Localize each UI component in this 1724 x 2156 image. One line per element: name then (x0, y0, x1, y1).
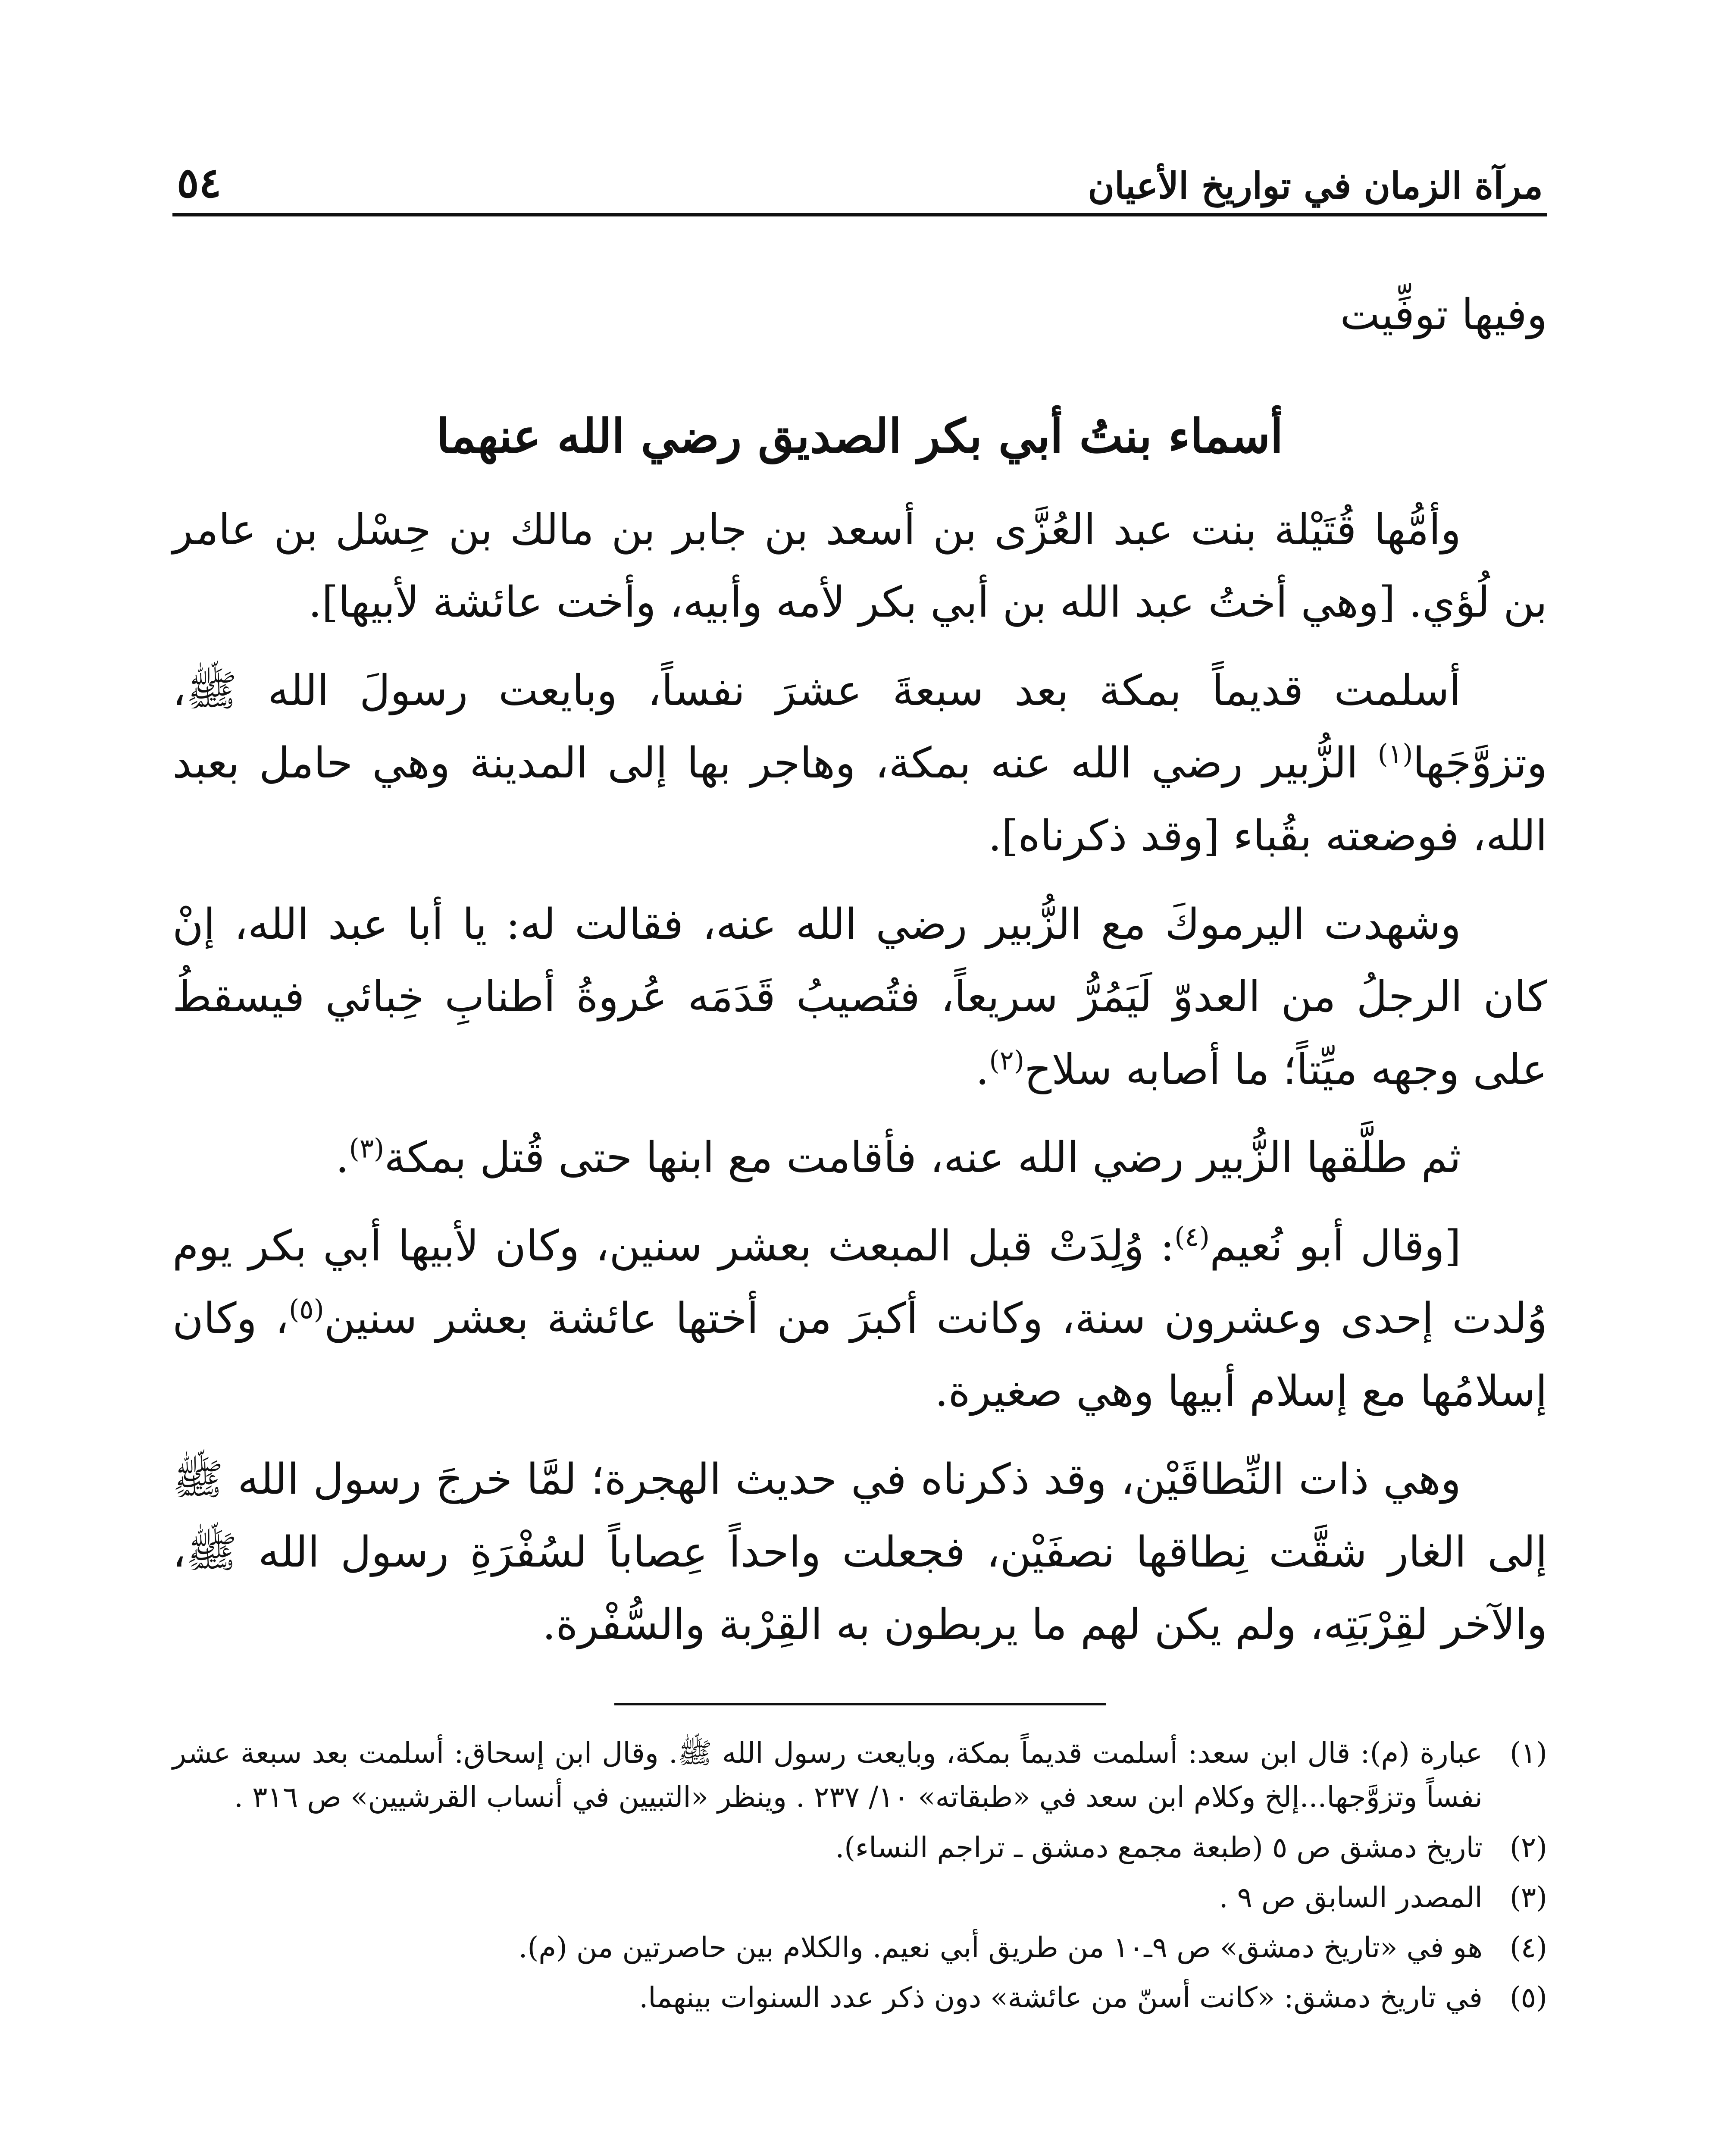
paragraph-text: وشهدت اليرموكَ مع الزُّبير رضي الله عنه، فقالت له: يا أبا عبد الله، إنْ كان الرجلُ من العدوّ لَيَمُرُّ سريعاً، فتُصيبُ قَدَمَه عُروةُ أطنابِ خِبائي فيسقطُ على وجهه ميِّتاً؛ ما أصابه سلاح (172, 899, 1547, 1094)
paragraph-text: . (335, 1133, 349, 1183)
footnote-2 (172, 1826, 1547, 1870)
paragraph-text: ثم طلَّقها الزُّبير رضي الله عنه، فأقامت مع ابنها حتى قُتل بمكة (384, 1133, 1461, 1183)
footnote-text: في تاريخ دمشق: «كانت أسنّ من عائشة» دون ذكر عدد السنوات بينهما. (639, 1981, 1483, 2015)
paragraph-text: أسلمت قديماً بمكة بعد سبعةَ عشرَ نفساً، وبايعت رسولَ الله ﷺ، وتزوَّجَها (172, 666, 1547, 788)
opening-line: وفيها توفِّيت (1340, 290, 1547, 339)
paragraph-conversion (172, 655, 1547, 873)
paragraph-text: [وقال أبو نُعيم (1209, 1221, 1461, 1271)
paragraph-yarmouk (172, 888, 1547, 1106)
footnote-5 (172, 1976, 1547, 2020)
paragraph-text: : وُلِدَتْ قبل المبعث بعشر سنين، وكان لأبيها أبي بكر يوم وُلدت إحدى وعشرون سنة، وكانت أكبرَ من أختها عائشة بعشر سنين (172, 1221, 1547, 1344)
footnote-1 (172, 1731, 1547, 1820)
footnote-ref-4[interactable]: (٤) (1174, 1221, 1210, 1253)
footnote-text: عبارة (م): قال ابن سعد: أسلمت قديماً بمكة، وبايعت رسول الله ﷺ. وقال ابن إسحاق: أسلمت بعد سبعة عشر نفساً وتزوَّجها...إلخ وكلام ابن سعد في «طبقاته» ١٠/ ٢٣٧ . وينظر «التبيين في أنساب القرشيين» ص ٣١٦ . (172, 1736, 1483, 1814)
paragraph-text: الزُّبير رضي الله عنه بمكة، وهاجر بها إلى المدينة وهي حامل بعبد الله، فوضعته بقُباء [وقد ذكرناه]. (172, 739, 1547, 861)
footnote-ref-1[interactable]: (١) (1377, 738, 1413, 770)
page-number: ٥٤ (177, 158, 222, 207)
footnote-3 (172, 1876, 1547, 1920)
footnote-4 (172, 1926, 1547, 1970)
book-title: مرآة الزمان في تواريخ الأعيان (1088, 164, 1543, 207)
footnote-text: هو في «تاريخ دمشق» ص ٩ـ١٠ من طريق أبي نعيم. والكلام بين حاصرتين من (م). (518, 1931, 1483, 1965)
footnote-ref-3[interactable]: (٣) (349, 1132, 385, 1164)
paragraph-nitaqayn: وهي ذات النِّطاقَيْن، وقد ذكرناه في حديث الهجرة؛ لمَّا خرجَ رسول الله ﷺ إلى الغار شقَّت نِطاقها نصفَيْن، فجعلت واحداً عِصاباً لسُفْرَةِ رسول الله ﷺ، والآخر لقِرْبَتِه، ولم يكن لهم ما يربطون به القِرْبة والسُّفْرة. (172, 1455, 1547, 1650)
footnote-text: تاريخ دمشق ص ٥ (طبعة مجمع دمشق ـ تراجم النساء). (835, 1830, 1483, 1864)
footnote-number: (١) (1510, 1736, 1547, 1770)
footnote-divider (614, 1703, 1106, 1705)
paragraph-lineage: وأمُّها قُتَيْلة بنت عبد العُزَّى بن أسعد بن جابر بن مالك بن حِسْل بن عامر بن لُؤي. [وهي أختُ عبد الله بن أبي بكر لأمه وأبيه، وأخت عائشة لأبيها]. (172, 505, 1547, 627)
paragraph-birth (172, 1210, 1547, 1428)
footnote-ref-2[interactable]: (٢) (989, 1044, 1025, 1076)
footnotes (172, 1731, 1547, 2020)
footnote-text: المصدر السابق ص ٩ . (1219, 1880, 1483, 1914)
section-heading: أسماء بنتُ أبي بكر الصديق رضي الله عنهما (436, 409, 1283, 464)
footnote-ref-5[interactable]: (٥) (289, 1293, 324, 1325)
running-header (172, 142, 1547, 216)
paragraph-divorce (172, 1122, 1547, 1194)
footnote-number: (٢) (1510, 1830, 1547, 1864)
footnote-number: (٤) (1510, 1931, 1547, 1965)
footnote-number: (٣) (1510, 1880, 1547, 1914)
footnote-number: (٥) (1510, 1981, 1547, 2015)
paragraph-text: . (976, 1045, 989, 1094)
paragraph-text: ، وكان إسلامُها مع إسلام أبيها وهي صغيرة. (172, 1294, 1547, 1416)
